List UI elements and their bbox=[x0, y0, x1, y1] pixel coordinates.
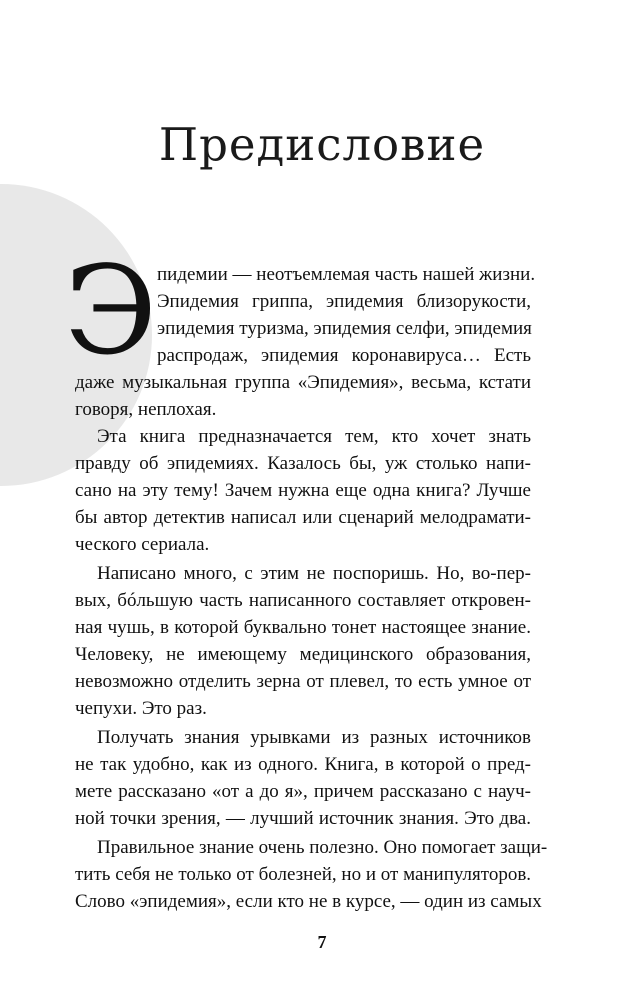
text-line: вых, бóльшую часть написанного составляет откровен- bbox=[75, 590, 531, 611]
text-line: даже музыкальная группа «Эпидемия», весьма, кстати bbox=[75, 372, 531, 393]
text-line: тить себя не только от болезней, но и от манипуляторов. bbox=[75, 864, 532, 885]
paragraph-first-line: Получать знания урывками из разных источников bbox=[97, 727, 531, 748]
drop-cap-letter: Э bbox=[64, 240, 158, 382]
page-number: 7 bbox=[317, 932, 327, 952]
text-line: сано на эту тему! Зачем нужна еще одна книга? Лучше bbox=[75, 480, 531, 501]
paragraph-first-line: Написано много, с этим не поспоришь. Но, во-пер- bbox=[97, 563, 531, 584]
text-line: правду об эпидемиях. Казалось бы, уж столько напи- bbox=[75, 453, 531, 474]
text-line: говоря, неплохая. bbox=[75, 399, 217, 420]
text-line: пидемии — неотъемлемая часть нашей жизни. bbox=[157, 264, 536, 285]
chapter-title: Предисловие bbox=[158, 118, 486, 171]
text-line: Человеку, не имеющему медицинского образования, bbox=[75, 644, 531, 665]
paragraph-first-line: Эта книга предназначается тем, кто хочет знать bbox=[97, 426, 531, 447]
text-line: распродаж, эпидемия коронавируса… Есть bbox=[157, 345, 531, 366]
paragraph-first-line: Правильное знание очень полезно. Оно помогает защи- bbox=[97, 837, 548, 858]
text-line: не так удобно, как из одного. Книга, в которой о пред- bbox=[75, 754, 531, 775]
text-line: чепухи. Это раз. bbox=[75, 698, 207, 719]
text-line: эпидемия туризма, эпидемия селфи, эпидемия bbox=[157, 318, 532, 339]
text-line: мете рассказано «от а до я», причем рассказано с науч- bbox=[75, 781, 531, 802]
text-line: Эпидемия гриппа, эпидемия близорукости, bbox=[157, 291, 531, 312]
text-line: Слово «эпидемия», если кто не в курсе, — один из самых bbox=[75, 891, 542, 912]
text-line: ческого сериала. bbox=[75, 534, 210, 555]
text-line: ная чушь, в которой буквально тонет настоящее знание. bbox=[75, 617, 531, 638]
text-line: бы автор детектив написал или сценарий мелодрамати- bbox=[75, 507, 531, 528]
text-line: невозможно отделить зерна от плевел, то есть умное от bbox=[75, 671, 531, 692]
text-line: ной точки зрения, — лучший источник знания. Это два. bbox=[75, 808, 531, 829]
